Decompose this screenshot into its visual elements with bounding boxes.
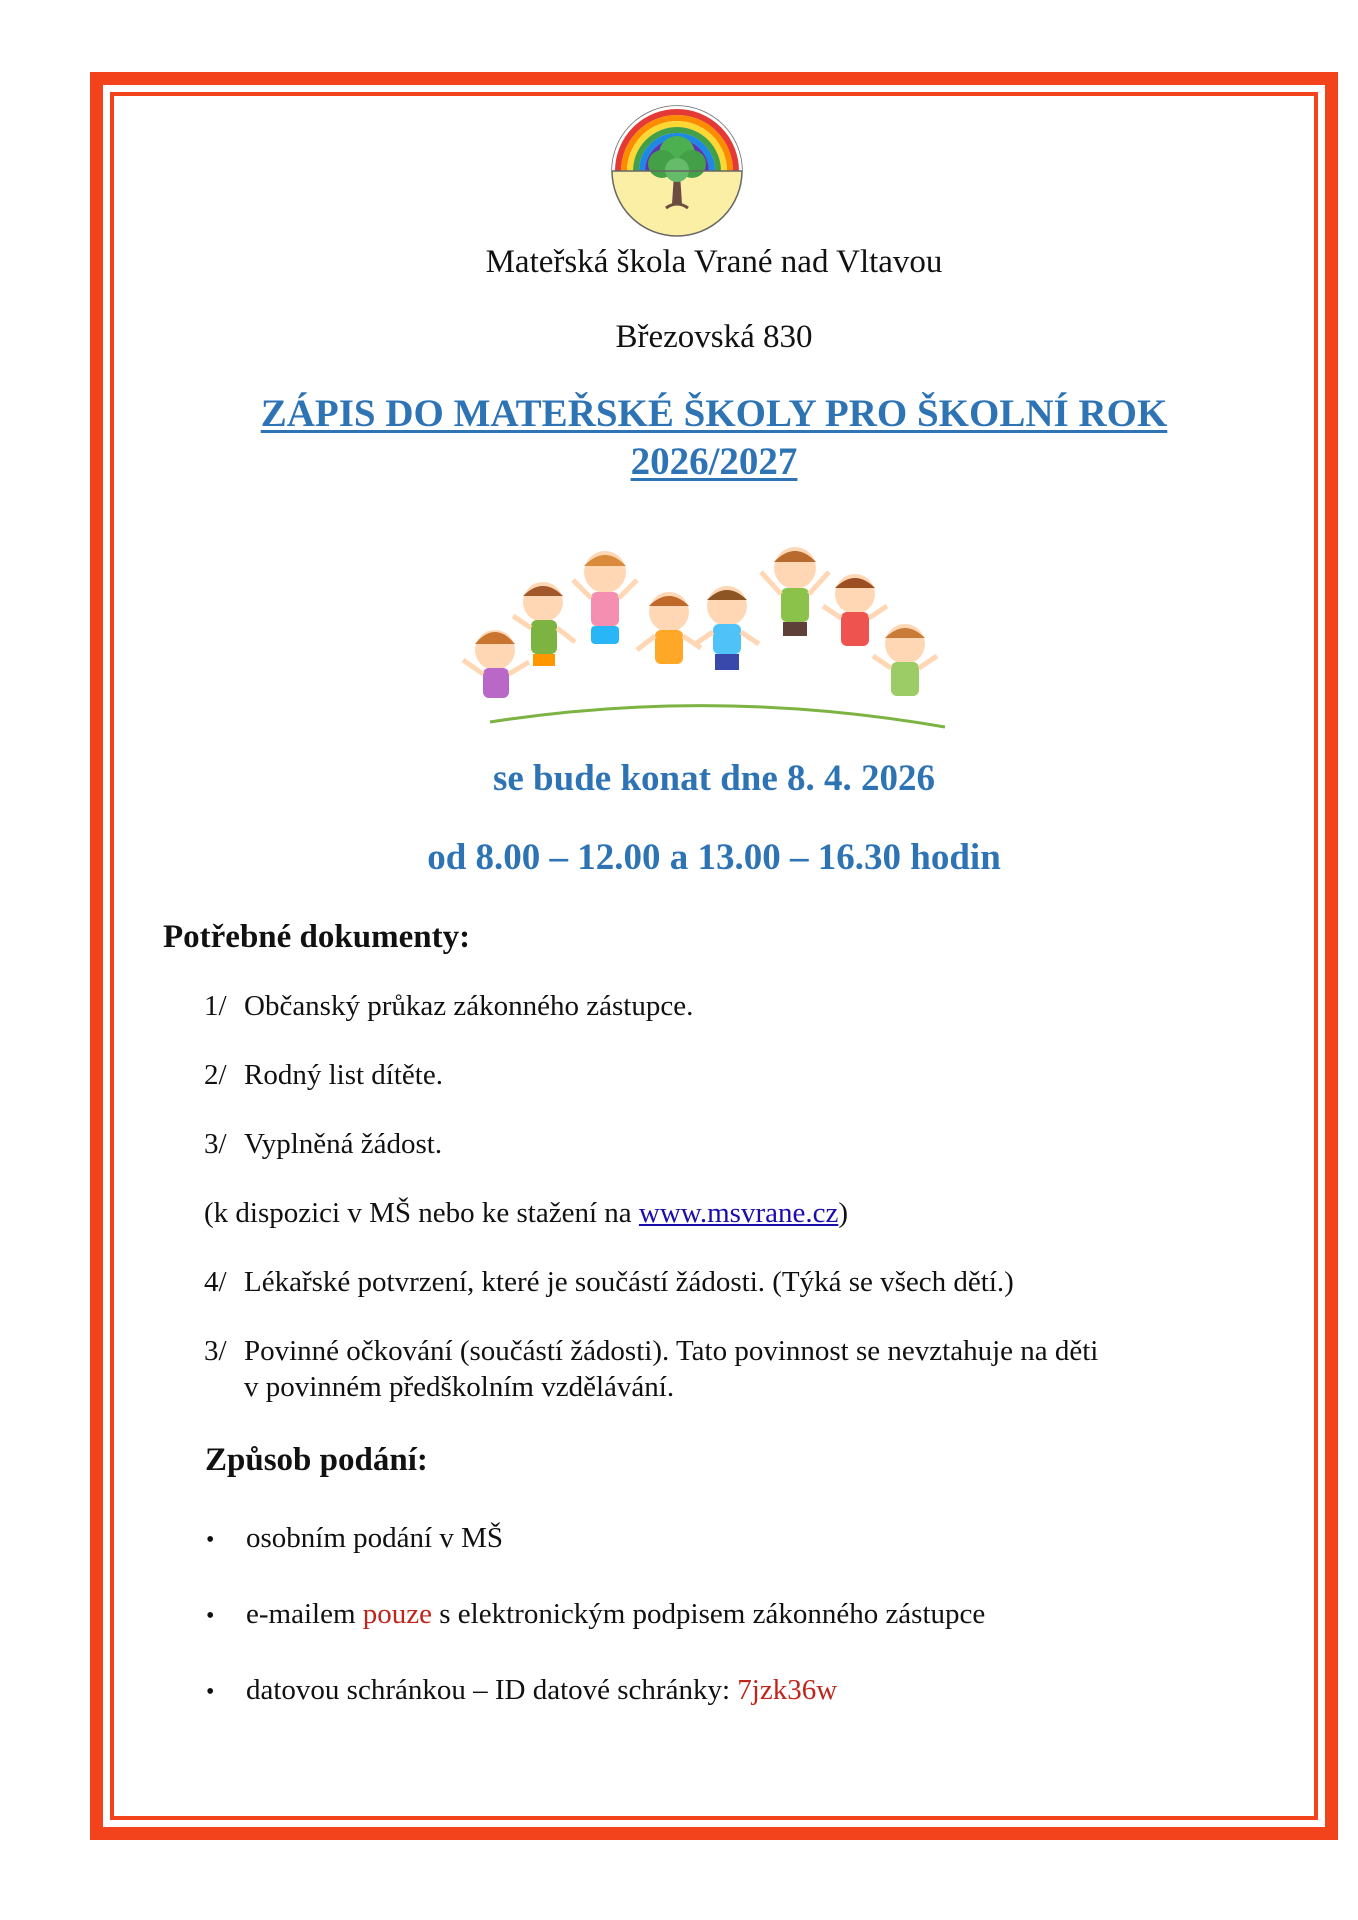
document-text: Povinné očkování (součástí žádosti). Tato povinnost se nevztahuje na děti <box>244 1335 1099 1367</box>
note-prefix: (k dispozici v MŠ nebo ke stažení na <box>204 1197 639 1229</box>
document-number: 4/ <box>204 1266 227 1298</box>
event-hours: od 8.00 – 12.00 a 13.00 – 16.30 hodin <box>427 837 1001 878</box>
submission-item-2 <box>206 1598 985 1631</box>
school-name: Mateřská škola Vrané nad Vltavou <box>485 244 943 280</box>
child-figure-1 <box>463 630 529 698</box>
title-line-2: 2026/2027 <box>630 440 798 483</box>
submission-text: osobním podání v MŠ <box>246 1522 503 1554</box>
data-box-id: 7jzk36w <box>737 1674 838 1706</box>
bullet-icon: • <box>206 1679 215 1705</box>
submission-item-1 <box>206 1522 503 1555</box>
document-item-5 <box>204 1333 1098 1405</box>
document-text-continued: v povinném předškolním vzdělávání. <box>244 1371 675 1403</box>
document-text: Občanský průkaz zákonného zástupce. <box>244 990 694 1022</box>
document-number: 3/ <box>204 1128 227 1160</box>
website-link[interactable]: www.msvrane.cz <box>638 1197 839 1229</box>
document-text: Lékařské potvrzení, které je součástí žádosti. (Týká se všech dětí.) <box>244 1266 1014 1298</box>
document-number: 1/ <box>204 990 227 1022</box>
school-address: Březovská 830 <box>615 319 813 355</box>
submission-item-3 <box>206 1674 837 1707</box>
page-title <box>110 390 1318 486</box>
child-figure-3 <box>573 551 637 644</box>
submission-heading: Způsob podání: <box>205 1442 428 1478</box>
bullet-icon: • <box>206 1603 215 1629</box>
document-number: 3/ <box>204 1335 227 1367</box>
jumping-children-illustration <box>455 532 975 737</box>
rainbow-tree-logo-icon <box>610 104 744 238</box>
document-item-2 <box>204 1057 443 1093</box>
document-text: Vyplněná žádost. <box>244 1128 443 1160</box>
bullet-icon: • <box>206 1527 215 1553</box>
child-figure-4 <box>637 592 701 664</box>
note-suffix: ) <box>838 1197 849 1229</box>
document-item-4 <box>204 1264 1014 1300</box>
child-figure-2 <box>513 582 575 666</box>
child-figure-5 <box>695 586 759 670</box>
documents-heading: Potřebné dokumenty: <box>163 919 471 955</box>
document-text: Rodný list dítěte. <box>244 1059 443 1091</box>
submission-text-after: s elektronickým podpisem zákonného zástupce <box>432 1598 986 1630</box>
document-availability-note <box>204 1195 848 1231</box>
child-figure-7 <box>823 574 887 646</box>
document-item-3 <box>204 1126 442 1162</box>
child-figure-8 <box>873 624 937 696</box>
child-figure-6 <box>761 547 829 636</box>
document-number: 2/ <box>204 1059 227 1091</box>
document-item-1 <box>204 988 693 1024</box>
submission-text: e-mailem <box>246 1598 363 1630</box>
title-line-1: ZÁPIS DO MATEŘSKÉ ŠKOLY PRO ŠKOLNÍ ROK <box>260 392 1168 435</box>
event-date: se bude konat dne 8. 4. 2026 <box>492 758 936 799</box>
submission-text: datovou schránkou – ID datové schránky: <box>246 1674 738 1706</box>
highlight-only: pouze <box>362 1598 433 1630</box>
